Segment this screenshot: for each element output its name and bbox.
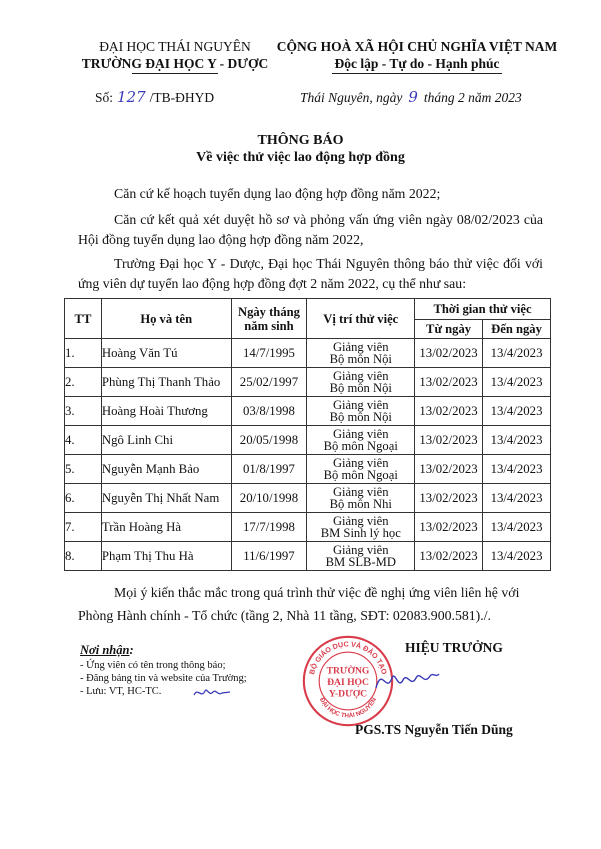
row-from: 13/02/2023 xyxy=(415,397,483,426)
position-title: Giảng viên xyxy=(332,455,389,470)
row-to: 13/4/2023 xyxy=(483,484,551,513)
row-from: 13/02/2023 xyxy=(415,339,483,368)
position-title: Giảng viên xyxy=(332,339,389,354)
header-name: Họ và tên xyxy=(101,299,231,339)
header-period: Thời gian thử việc xyxy=(415,299,551,320)
position-title: Giảng viên xyxy=(332,542,389,557)
header-position: Vị trí thử việc xyxy=(307,299,415,339)
row-number: 3. xyxy=(65,397,102,426)
position-department: Bộ môn Nội xyxy=(329,352,392,366)
row-number: 4. xyxy=(65,426,102,455)
principal-signature xyxy=(372,660,442,700)
position-department: Bộ môn Nội xyxy=(329,410,392,424)
header-tt: TT xyxy=(65,299,102,339)
row-from: 13/02/2023 xyxy=(415,368,483,397)
position-title: Giảng viên xyxy=(332,426,389,441)
table-row xyxy=(65,426,551,455)
position-title: Giảng viên xyxy=(332,513,389,528)
row-name: Nguyễn Thị Nhất Nam xyxy=(101,484,231,513)
row-to: 13/4/2023 xyxy=(483,542,551,571)
row-number: 8. xyxy=(65,542,102,571)
row-number: 5. xyxy=(65,455,102,484)
recipient-item: - Đăng bảng tin và website của Trường; xyxy=(80,673,247,684)
paragraph-basis-1: Căn cứ kế hoạch tuyển dụng lao động hợp đồng năm 2022; xyxy=(114,186,441,201)
position-title: Giảng viên xyxy=(332,397,389,412)
row-position xyxy=(307,513,415,542)
seal-bottom-text: ĐẠI HỌC THÁI NGUYÊN xyxy=(317,696,379,720)
row-position xyxy=(307,426,415,455)
issuer-underline xyxy=(132,73,218,74)
document-title: THÔNG BÁO xyxy=(257,133,344,148)
number-suffix: /TB-ĐHYD xyxy=(149,90,215,105)
header-from: Từ ngày xyxy=(415,320,483,339)
row-position xyxy=(307,339,415,368)
national-heading xyxy=(262,38,572,74)
date-prefix: Thái Nguyên, ngày xyxy=(300,90,403,105)
row-position xyxy=(307,368,415,397)
row-name: Hoàng Văn Tú xyxy=(101,339,231,368)
recipient-item: - Ứng viên có tên trong thông báo; xyxy=(80,660,226,671)
recipient-item: - Lưu: VT, HC-TC. xyxy=(80,686,162,697)
row-dob: 20/05/1998 xyxy=(231,426,307,455)
position-title: Giảng viên xyxy=(332,484,389,499)
date-suffix: tháng 2 năm 2023 xyxy=(423,90,522,105)
row-dob: 25/02/1997 xyxy=(231,368,307,397)
handwritten-day: 9 xyxy=(408,88,418,106)
initial-signature xyxy=(192,683,232,701)
position-department: BM SLB-MD xyxy=(325,555,396,569)
row-number: 6. xyxy=(65,484,102,513)
position-title: Giảng viên xyxy=(332,368,389,383)
table-row xyxy=(65,397,551,426)
number-prefix: Số: xyxy=(95,90,114,105)
header-to: Đến ngày xyxy=(483,320,551,339)
row-dob: 03/8/1998 xyxy=(231,397,307,426)
seal-line3: Y-DƯỢC xyxy=(328,688,368,700)
row-name: Ngô Linh Chi xyxy=(101,426,231,455)
issuer-name: TRƯỜNG ĐẠI HỌC Y - DƯỢC xyxy=(81,56,269,71)
position-department: Bộ môn Ngoại xyxy=(323,468,398,482)
row-position xyxy=(307,484,415,513)
signer-role: HIỆU TRƯỞNG xyxy=(405,640,503,655)
row-number: 7. xyxy=(65,513,102,542)
row-dob: 11/6/1997 xyxy=(231,542,307,571)
row-position xyxy=(307,455,415,484)
row-to: 13/4/2023 xyxy=(483,513,551,542)
row-dob: 01/8/1997 xyxy=(231,455,307,484)
row-name: Phùng Thị Thanh Thảo xyxy=(101,368,231,397)
row-position xyxy=(307,397,415,426)
issuer-block xyxy=(60,38,290,74)
handwritten-number: 127 xyxy=(117,88,146,106)
row-to: 13/4/2023 xyxy=(483,455,551,484)
position-department: Bộ môn Nhi xyxy=(329,497,392,511)
row-from: 13/02/2023 xyxy=(415,426,483,455)
row-position xyxy=(307,542,415,571)
closing-paragraph: Mọi ý kiến thắc mắc trong quá trình thử việc đề nghị ứng viên liên hệ với Phòng Hành chính - Tổ chức (tầng 2, Nhà 11 tầng, SĐT: 02083.900.581)./. xyxy=(78,585,520,623)
row-from: 13/02/2023 xyxy=(415,455,483,484)
table-row xyxy=(65,484,551,513)
row-from: 13/02/2023 xyxy=(415,542,483,571)
row-from: 13/02/2023 xyxy=(415,513,483,542)
motto-underline xyxy=(332,73,502,74)
row-from: 13/02/2023 xyxy=(415,484,483,513)
row-name: Phạm Thị Thu Hà xyxy=(101,542,231,571)
table-row xyxy=(65,368,551,397)
row-dob: 14/7/1995 xyxy=(231,339,307,368)
row-name: Nguyễn Mạnh Bảo xyxy=(101,455,231,484)
paragraph-basis-2: Căn cứ kết quả xét duyệt hồ sơ và phỏng vấn ứng viên ngày 08/02/2023 của Hội đồng tuyển dụng lao động hợp đồng năm 2022, xyxy=(78,212,543,247)
row-number: 1. xyxy=(65,339,102,368)
seal-ring-text: BỘ GIÁO DỤC VÀ ĐÀO TẠO xyxy=(307,639,389,676)
header-dob: Ngày tháng năm sinh xyxy=(231,299,307,339)
row-dob: 17/7/1998 xyxy=(231,513,307,542)
table-row xyxy=(65,542,551,571)
row-dob: 20/10/1998 xyxy=(231,484,307,513)
recipients-label-text: Nơi nhận xyxy=(80,643,130,657)
row-to: 13/4/2023 xyxy=(483,426,551,455)
paragraph-announcement: Trường Đại học Y - Dược, Đại học Thái Nguyên thông báo thử việc đối với ứng viên dự tuyển lao động hợp đồng đợt 2 năm 2022, cụ thể như sau: xyxy=(78,256,543,291)
document-subtitle: Về việc thử việc lao động hợp đồng xyxy=(196,150,405,165)
seal-line2: ĐẠI HỌC xyxy=(327,676,369,688)
row-to: 13/4/2023 xyxy=(483,368,551,397)
recipients-label xyxy=(80,643,134,658)
national-title: CỘNG HOÀ XÃ HỘI CHỦ NGHĨA VIỆT NAM xyxy=(276,39,558,54)
signer-name: PGS.TS Nguyễn Tiến Dũng xyxy=(355,722,513,737)
row-to: 13/4/2023 xyxy=(483,339,551,368)
table-row xyxy=(65,339,551,368)
seal-line1: TRƯỜNG xyxy=(326,665,370,677)
row-name: Hoàng Hoài Thương xyxy=(101,397,231,426)
issue-date xyxy=(300,88,522,106)
issuer-parent: ĐẠI HỌC THÁI NGUYÊN xyxy=(99,39,251,54)
table-row xyxy=(65,455,551,484)
table-header-row xyxy=(65,299,551,320)
position-department: Bộ môn Nội xyxy=(329,381,392,395)
row-name: Trần Hoàng Hà xyxy=(101,513,231,542)
national-motto: Độc lập - Tự do - Hạnh phúc xyxy=(334,56,500,71)
probation-table xyxy=(64,298,551,571)
row-number: 2. xyxy=(65,368,102,397)
table-row xyxy=(65,513,551,542)
row-to: 13/4/2023 xyxy=(483,397,551,426)
document-number xyxy=(95,88,214,106)
position-department: BM Sinh lý học xyxy=(320,526,401,540)
recipients-colon: : xyxy=(129,643,134,657)
position-department: Bộ môn Ngoại xyxy=(323,439,398,453)
